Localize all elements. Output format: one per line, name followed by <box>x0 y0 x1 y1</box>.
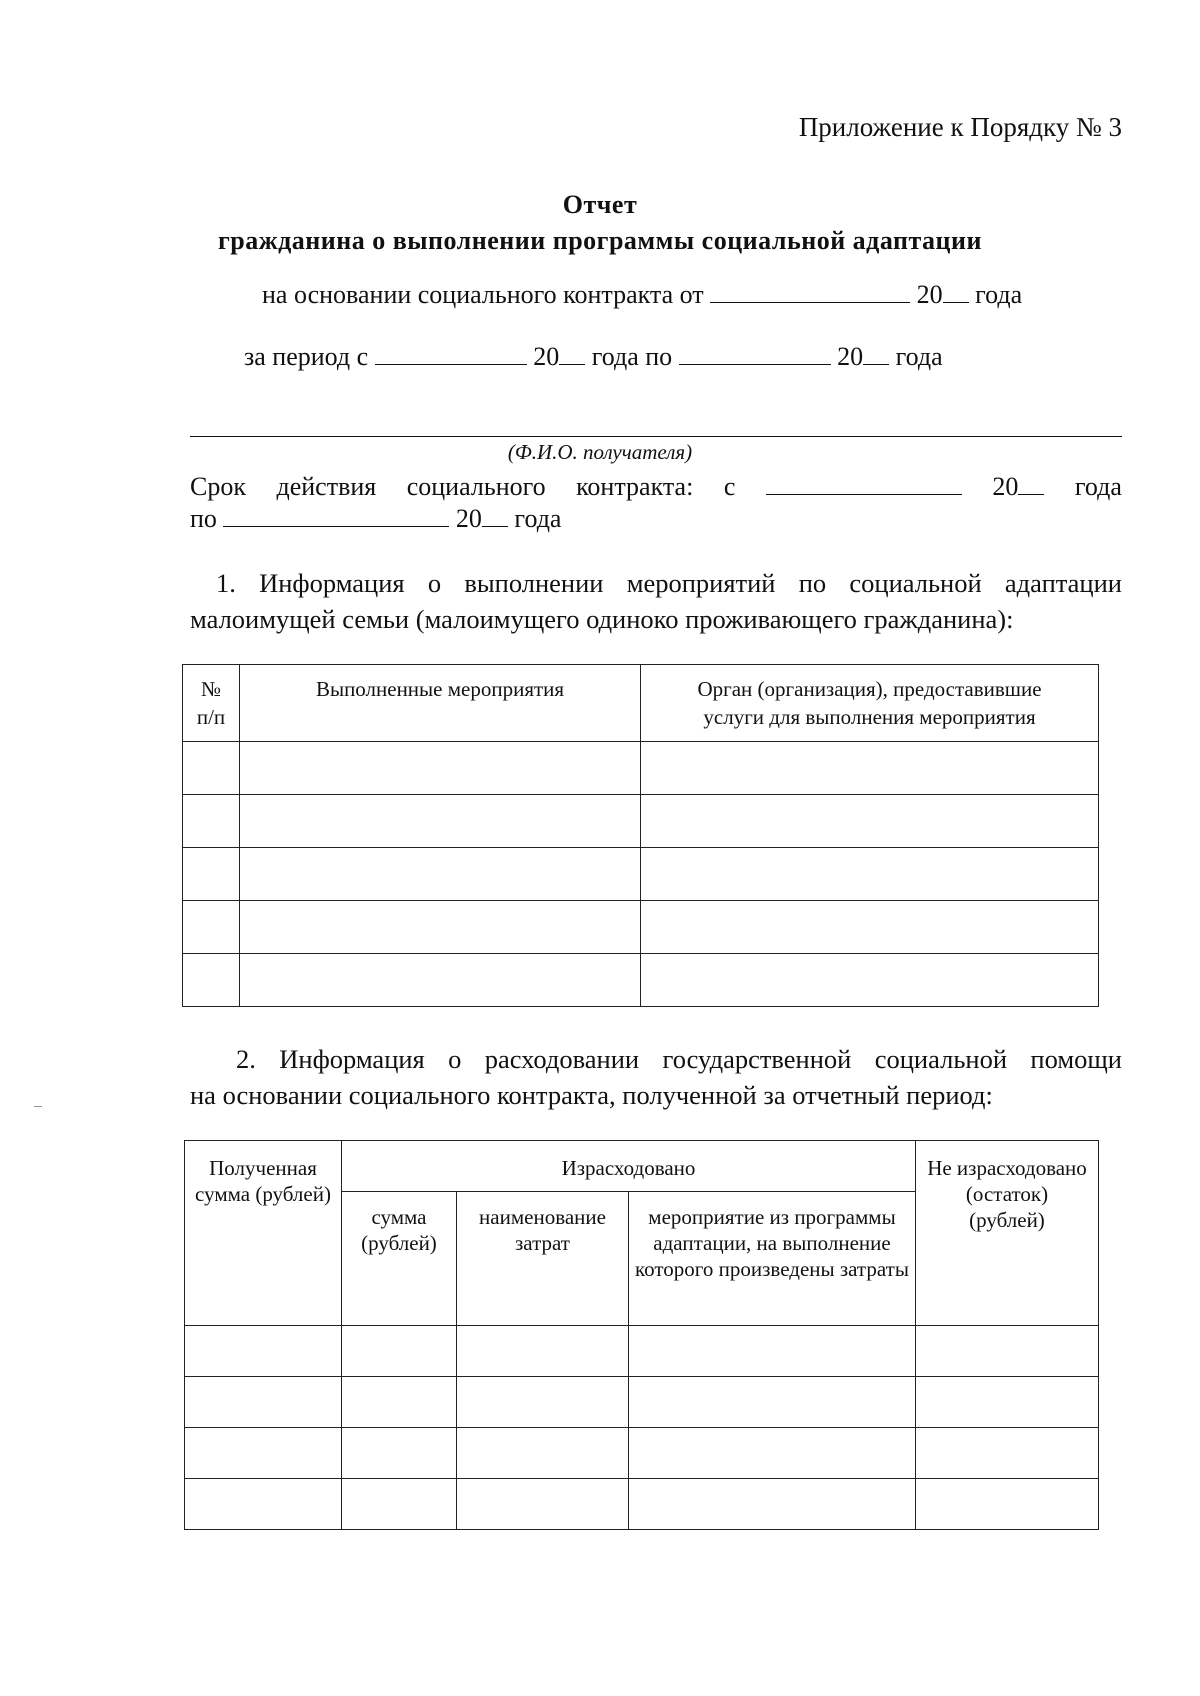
header-spent: Израсходовано <box>342 1141 916 1192</box>
section2-word: Информация <box>279 1044 425 1074</box>
period-line <box>244 342 943 372</box>
contract-year-field[interactable] <box>943 280 969 303</box>
header-organization: Орган (организация), предоставившие услуги для выполнения мероприятия <box>641 665 1099 742</box>
table-cell[interactable] <box>240 848 641 901</box>
table-cell[interactable] <box>629 1479 916 1530</box>
term-end-year-prefix: 20 <box>455 504 482 533</box>
activities-table <box>182 664 1099 1007</box>
table-cell[interactable] <box>916 1479 1099 1530</box>
term-end-date-field[interactable] <box>223 504 449 527</box>
table-cell[interactable] <box>916 1377 1099 1428</box>
table-cell[interactable] <box>183 795 240 848</box>
table-cell[interactable] <box>342 1428 457 1479</box>
term-year-prefix: 20 <box>992 472 1019 501</box>
expenses-table-header <box>185 1141 1099 1192</box>
header-num: № п/п <box>183 665 240 742</box>
section1-word: по <box>798 568 827 598</box>
table-cell[interactable] <box>641 954 1099 1007</box>
table-row <box>185 1479 1099 1530</box>
term-end-year-field[interactable] <box>482 504 508 527</box>
table-cell[interactable] <box>240 795 641 848</box>
term-line-2 <box>190 504 561 534</box>
table-cell[interactable] <box>641 901 1099 954</box>
section1-word: выполнении <box>464 568 604 598</box>
contract-line <box>262 280 1022 310</box>
report-title: Отчет <box>562 190 638 219</box>
activities-table-header <box>183 665 1099 742</box>
table-cell[interactable] <box>457 1377 629 1428</box>
header-activities: Выполненные мероприятия <box>240 665 641 742</box>
contract-year-suffix: года <box>975 280 1023 309</box>
table-row <box>185 1377 1099 1428</box>
table-cell[interactable] <box>641 848 1099 901</box>
contract-date-field[interactable] <box>710 280 910 303</box>
recipient-name-field[interactable] <box>190 436 1122 437</box>
table-cell[interactable] <box>240 901 641 954</box>
table-cell[interactable] <box>457 1428 629 1479</box>
table-cell[interactable] <box>641 742 1099 795</box>
header-not-spent: Не израсходовано (остаток) (рублей) <box>916 1141 1099 1326</box>
section1-word: социальной <box>849 568 982 598</box>
table-cell[interactable] <box>185 1428 342 1479</box>
section2-word: помощи <box>1030 1044 1122 1074</box>
recipient-name-caption: (Ф.И.О. получателя) <box>507 440 693 464</box>
period-mid-label: года по <box>591 342 673 371</box>
section2-word: государственной <box>662 1044 852 1074</box>
section2-word: социальной <box>874 1044 1008 1074</box>
table-cell[interactable] <box>183 901 240 954</box>
header-received: Полученная сумма (рублей) <box>185 1141 342 1326</box>
header-program-activity: мероприятие из программы адаптации, на выполнение которого произведены затраты <box>629 1192 916 1326</box>
term-word-3: социального <box>406 472 546 501</box>
section1-word: о <box>427 568 442 598</box>
table-cell[interactable] <box>342 1479 457 1530</box>
header-cost-name: наименование затрат <box>457 1192 629 1326</box>
table-cell[interactable] <box>183 742 240 795</box>
table-cell[interactable] <box>185 1479 342 1530</box>
table-cell[interactable] <box>240 742 641 795</box>
table-cell[interactable] <box>916 1326 1099 1377</box>
period-year-prefix-2: 20 <box>837 342 864 371</box>
table-cell[interactable] <box>641 795 1099 848</box>
table-cell[interactable] <box>342 1377 457 1428</box>
term-to-label: по <box>190 504 217 533</box>
table-row <box>183 848 1099 901</box>
section2-word: 2. <box>236 1044 256 1074</box>
table-cell[interactable] <box>457 1479 629 1530</box>
table-row <box>185 1428 1099 1479</box>
header-sum: сумма (рублей) <box>342 1192 457 1326</box>
section1-word: 1. <box>216 568 236 598</box>
section1-heading-line2: малоимущей семьи (малоимущего одиноко проживающего гражданина): <box>190 604 1014 634</box>
table-cell[interactable] <box>240 954 641 1007</box>
table-row <box>183 742 1099 795</box>
period-year-suffix: года <box>895 342 943 371</box>
section2-word: о <box>448 1044 462 1074</box>
term-start-year-field[interactable] <box>1018 472 1044 495</box>
section1-word: Информация <box>259 568 405 598</box>
table-row <box>183 901 1099 954</box>
expenses-table <box>184 1140 1099 1530</box>
term-end-year-suffix: года <box>514 504 562 533</box>
term-word-4: контракта: <box>576 472 694 501</box>
section1-word: адаптации <box>1004 568 1122 598</box>
section1-heading <box>216 568 1122 599</box>
table-row <box>183 954 1099 1007</box>
appendix-label: Приложение к Порядку № 3 <box>798 112 1122 142</box>
term-start-date-field[interactable] <box>766 472 962 495</box>
term-word-1: Срок <box>190 472 246 501</box>
period-start-date-field[interactable] <box>375 342 527 365</box>
contract-year-prefix: 20 <box>916 280 943 309</box>
period-end-date-field[interactable] <box>679 342 831 365</box>
period-end-year-field[interactable] <box>863 342 889 365</box>
table-cell[interactable] <box>629 1326 916 1377</box>
period-year-prefix: 20 <box>533 342 560 371</box>
table-row <box>185 1326 1099 1377</box>
term-word-2: действия <box>276 472 377 501</box>
term-line <box>190 472 1122 502</box>
table-cell[interactable] <box>183 954 240 1007</box>
section2-heading <box>236 1044 1122 1075</box>
report-subtitle: гражданина о выполнении программы социальной адаптации <box>217 226 982 255</box>
table-cell[interactable] <box>629 1428 916 1479</box>
table-cell[interactable] <box>916 1428 1099 1479</box>
section1-word: мероприятий <box>626 568 776 598</box>
section2-heading-line2: на основании социального контракта, полученной за отчетный период: <box>190 1080 993 1110</box>
table-cell[interactable] <box>629 1377 916 1428</box>
table-cell[interactable] <box>183 848 240 901</box>
section2-word: расходовании <box>484 1044 640 1074</box>
term-year-suffix: года <box>1074 472 1122 501</box>
table-row <box>183 795 1099 848</box>
margin-mark <box>34 1106 42 1107</box>
contract-prefix: на основании социального контракта от <box>262 280 704 309</box>
table-cell[interactable] <box>457 1326 629 1377</box>
period-from-label: за период с <box>244 342 369 371</box>
table-cell[interactable] <box>185 1377 342 1428</box>
period-start-year-field[interactable] <box>559 342 585 365</box>
table-cell[interactable] <box>185 1326 342 1377</box>
table-cell[interactable] <box>342 1326 457 1377</box>
term-word-5: с <box>723 472 736 501</box>
